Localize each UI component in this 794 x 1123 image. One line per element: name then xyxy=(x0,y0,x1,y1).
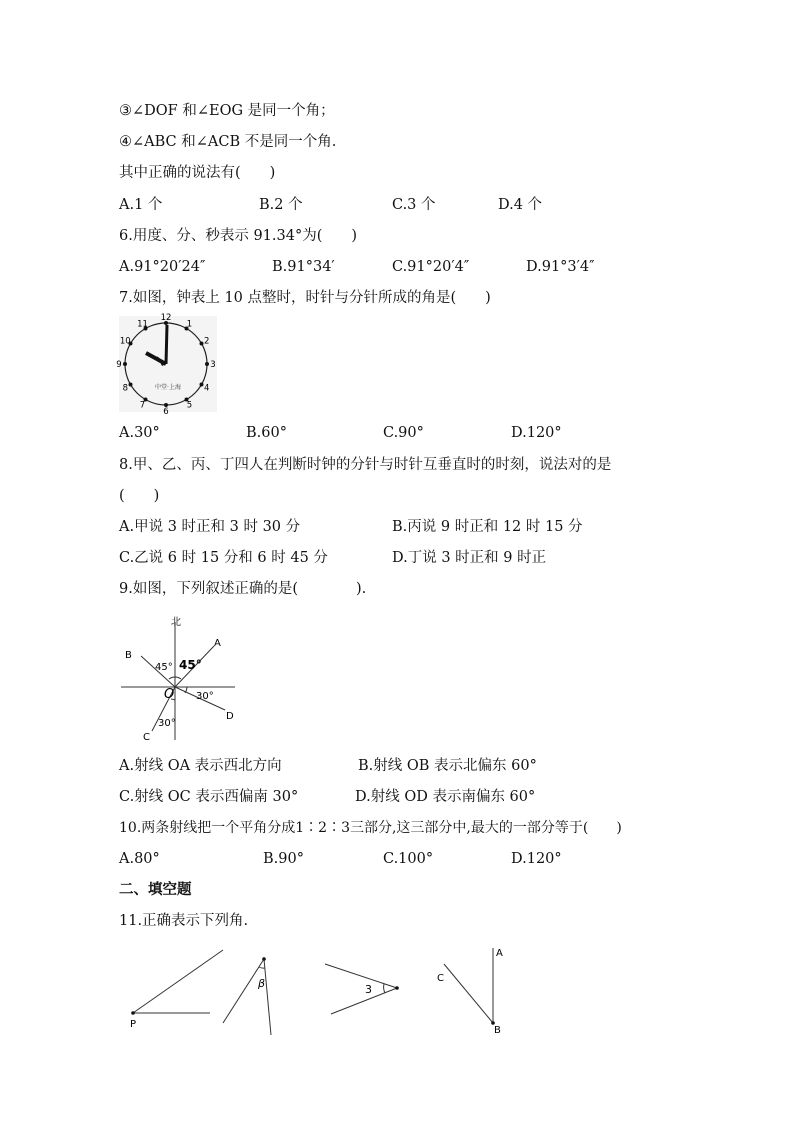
q7-option-c: C.90° xyxy=(383,425,424,441)
q8-option-d: D.丁说 3 时正和 9 时正 xyxy=(392,550,547,566)
q8-stem: 8.甲、乙、丙、丁四人在判断时钟的分针与时针互垂直时的时刻，说法对的是 xyxy=(119,457,612,473)
clock-figure xyxy=(116,313,217,417)
q6-option-d: D.91°3′4″ xyxy=(526,259,595,275)
clock-number: 10 xyxy=(119,336,131,347)
label-d: D xyxy=(226,711,234,722)
clock-number: 11 xyxy=(137,319,148,330)
label-p: P xyxy=(130,1019,137,1030)
clock-tick-dot xyxy=(205,362,209,366)
angle-3-vertex xyxy=(395,986,399,990)
clock-number: 2 xyxy=(203,336,210,347)
q5-option-b: B.2 个 xyxy=(259,197,303,213)
clock-tick-dot xyxy=(129,383,133,387)
compass-direction-figure xyxy=(117,612,247,742)
clock-tick-dot xyxy=(200,342,204,346)
q6-option-c: C.91°20′4″ xyxy=(392,259,470,275)
label-three: 3 xyxy=(365,983,372,996)
angle-3-arc xyxy=(384,984,385,993)
q6-stem: 6.用度、分、秒表示 91.34°为( ) xyxy=(119,228,358,244)
label-b: B xyxy=(125,650,132,661)
clock-number: 9 xyxy=(116,360,122,370)
clock-number: 12 xyxy=(160,313,172,323)
q11-stem: 11.正确表示下列角. xyxy=(119,913,249,929)
angle-beta-vertex xyxy=(262,957,266,961)
q6-option-a: A.91°20′24″ xyxy=(119,259,206,275)
label-angle-east-d: 30° xyxy=(196,691,214,702)
clock-tick-dot xyxy=(123,362,127,366)
section-title: 二、填空题 xyxy=(119,882,192,898)
clock-brand-label: 中堂·上海 xyxy=(155,384,181,391)
label-angle-b-north: 45° xyxy=(155,662,173,673)
label-o: O xyxy=(164,687,175,702)
label-angle-south-c: 30° xyxy=(158,718,176,729)
q9-option-b: B.射线 OB 表示北偏东 60° xyxy=(358,758,537,774)
q7-option-a: A.30° xyxy=(119,425,160,441)
q6-option-b: B.91°34′ xyxy=(272,259,335,275)
statement-4: ④∠ABC 和∠ACB 不是同一个角. xyxy=(119,134,337,150)
minute-hand xyxy=(166,325,167,364)
q5-option-c: C.3 个 xyxy=(392,197,436,213)
statement-3: ③∠DOF 和∠EOG 是同一个角； xyxy=(119,103,335,119)
q8-stem-cont: ( ) xyxy=(119,488,160,504)
angle-beta-ray2 xyxy=(264,959,271,1035)
q8-option-b: B.丙说 9 时正和 12 时 15 分 xyxy=(392,519,583,535)
clock-number: 3 xyxy=(210,360,216,370)
angle-figures xyxy=(120,944,520,1044)
clock-number: 6 xyxy=(163,407,169,417)
q7-option-d: D.120° xyxy=(511,425,562,441)
label-beta: β xyxy=(258,977,266,990)
q5-option-d: D.4 个 xyxy=(498,197,543,213)
angle-p-ray1 xyxy=(133,950,223,1013)
label-b: B xyxy=(494,1025,501,1036)
label-a: A xyxy=(496,948,503,959)
q10-stem: 10.两条射线把一个平角分成1∶2∶3三部分,这三部分中,最大的一部分等于( ) xyxy=(119,820,622,836)
clock-number: 1 xyxy=(186,319,193,330)
clock-number: 5 xyxy=(186,400,193,411)
angle-3-ray2 xyxy=(331,988,397,1014)
q9-option-c: C.射线 OC 表示西偏南 30° xyxy=(119,789,299,805)
label-c: C xyxy=(143,732,150,743)
q10-option-c: C.100° xyxy=(383,851,434,867)
question-prompt: 其中正确的说法有( ) xyxy=(119,165,276,181)
q10-option-a: A.80° xyxy=(119,851,160,867)
clock-number: 8 xyxy=(122,383,129,394)
label-a: A xyxy=(214,638,221,649)
q10-option-d: D.120° xyxy=(511,851,562,867)
angle-beta-arc xyxy=(259,967,265,968)
label-angle-north-a: 45° xyxy=(179,658,202,672)
clock-number: 7 xyxy=(139,400,146,411)
q8-option-a: A.甲说 3 时正和 3 时 30 分 xyxy=(119,519,301,535)
q10-option-b: B.90° xyxy=(263,851,304,867)
label-c: C xyxy=(437,973,444,984)
angle-3-ray1 xyxy=(325,964,397,988)
ray-bc xyxy=(444,964,493,1023)
label-north: 北 xyxy=(171,617,181,628)
point-p xyxy=(131,1011,135,1015)
clock-tick-dot xyxy=(200,383,204,387)
q7-option-b: B.60° xyxy=(246,425,287,441)
q9-stem: 9.如图，下列叙述正确的是( ). xyxy=(119,581,367,597)
clock-number: 4 xyxy=(203,383,210,394)
angle-beta-ray1 xyxy=(223,959,264,1023)
q8-option-c: C.乙说 6 时 15 分和 6 时 45 分 xyxy=(119,550,328,566)
q9-option-a: A.射线 OA 表示西北方向 xyxy=(119,758,282,774)
q5-option-a: A.1 个 xyxy=(119,197,163,213)
q7-stem: 7.如图，钟表上 10 点整时，时针与分针所成的角是( ) xyxy=(119,290,491,306)
q9-option-d: D.射线 OD 表示南偏东 60° xyxy=(355,789,536,805)
